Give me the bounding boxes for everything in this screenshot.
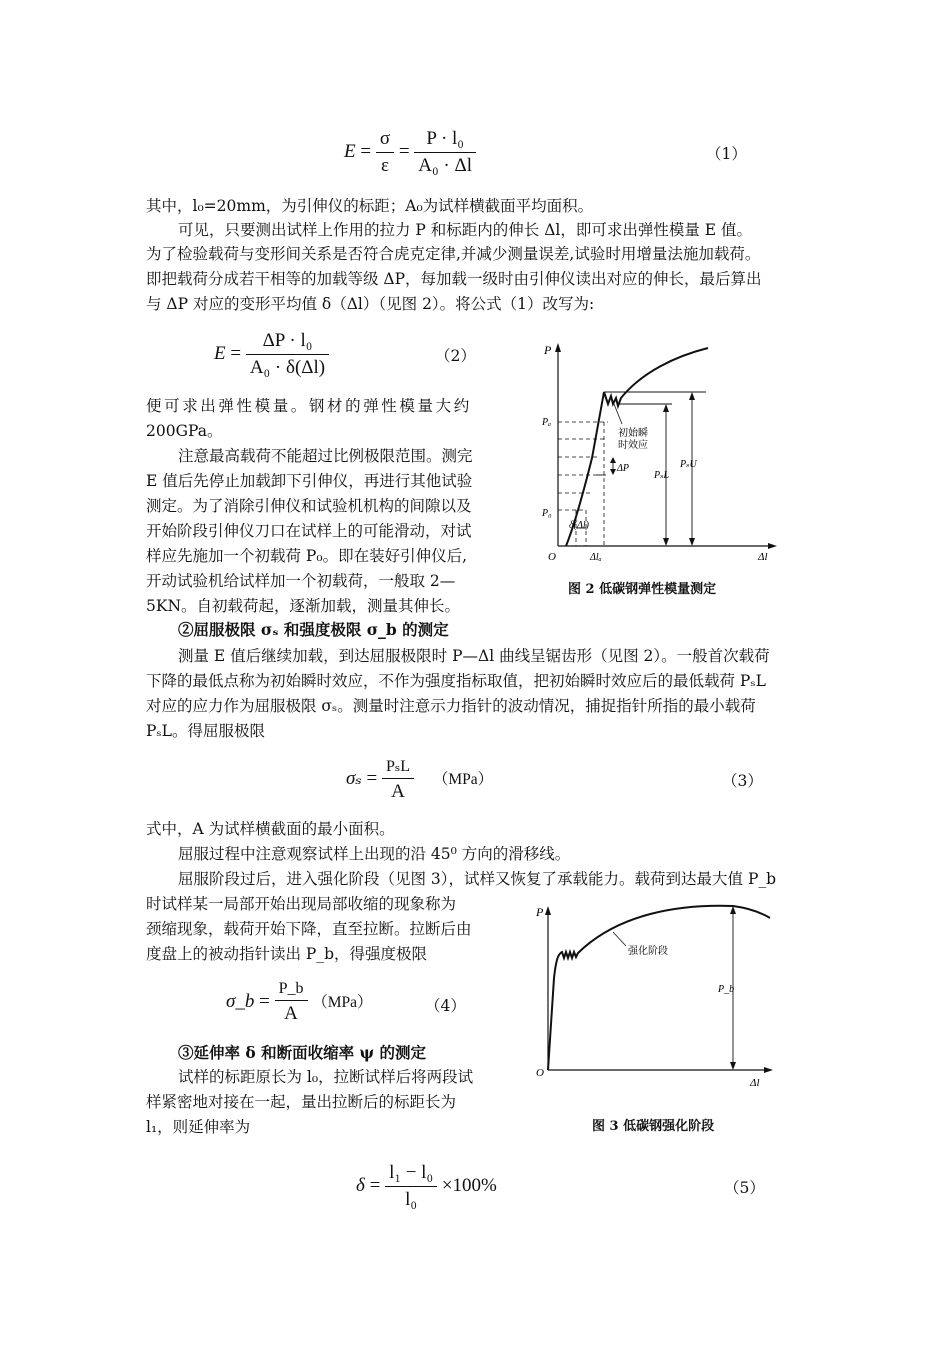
eq3-den: A	[391, 781, 405, 802]
paragraph-2-line-1: 可见，只要测出试样上作用的拉力 P 和标距内的伸长 Δl，即可求出弹性模量 E 值。	[178, 221, 753, 239]
equation-5-number: （5）	[724, 1179, 765, 1197]
fig2-note-line-1: 初始瞬	[618, 428, 648, 439]
eq5-tail: ×100%	[441, 1174, 497, 1196]
section-heading-3: ③延伸率 δ 和断面收缩率 ψ 的测定	[178, 1043, 427, 1062]
paragraph-9-line-2: 样紧密地对接在一起，量出拉断后的标距长为	[146, 1093, 457, 1111]
fig2-label-P0: P₀	[542, 508, 552, 519]
paragraph-2-line-2: 为了检验载荷与变形间关系是否符合虎克定律,并减少测量误差,试验时用增量法施加载荷。	[146, 245, 761, 263]
fig3-y-arrow	[545, 906, 551, 915]
eq1-frac2-num: P · l₀	[414, 128, 476, 153]
eq5-frac	[385, 1162, 437, 1211]
fig3-curve	[548, 906, 770, 1070]
paragraph-8-line-4: 度盘上的被动指针读出 P_b，得强度极限	[146, 945, 428, 963]
fig3-note: 强化阶段	[628, 946, 668, 957]
paragraph-4-line-3: 测定。为了消除引伸仪和试验机机构的间隙以及	[146, 497, 472, 515]
eq4-frac	[275, 980, 308, 1025]
eq4-num: P_b	[275, 980, 308, 1001]
paragraph-6: 式中，A 为试样横截面的最小面积。	[146, 820, 395, 838]
equation-2: E = $\frac{\text{ΔP · l₀}}{\text{A₀ · δ(Δl)}}$	[214, 330, 329, 379]
eq1-lhs: E	[344, 140, 356, 162]
equation-1: E = $\frac{\sigma}{\varepsilon}$ = $\frac{\text{P · l₀}}{\text{A₀ · Δl}}$	[344, 128, 476, 177]
figure-3-caption: 图 3 低碳钢强化阶段	[592, 1119, 715, 1134]
paragraph-4-line-1: 注意最高载荷不能超过比例极限范围。测完	[178, 447, 473, 465]
fig3-label-Pb: P_b	[718, 984, 735, 995]
eq2-num: ΔP · l₀	[246, 330, 329, 355]
fig3-note-leader	[613, 932, 626, 946]
paragraph-9-line-1: 试样的标距原长为 l₀，拉断试样后将两段试	[178, 1068, 474, 1086]
paragraph-2-line-4: 与 ΔP 对应的变形平均值 δ（Δl）（见图 2）。将公式（1）改写为:	[146, 295, 595, 313]
equation-4-number: （4）	[425, 997, 466, 1015]
eq5-num: l₁ − l₀	[385, 1162, 437, 1187]
eq4-den: A	[284, 1003, 298, 1024]
paragraph-1: 其中，l₀=20mm，为引伸仪的标距；A₀为试样横截面平均面积。	[146, 197, 594, 215]
paragraph-7: 屈服过程中注意观察试样上出现的沿 45⁰ 方向的滑移线。	[178, 845, 571, 863]
figure-3-chart	[528, 900, 790, 1090]
paragraph-3-line-1: 便可求出弹性模量。钢材的弹性模量大约	[146, 397, 472, 415]
paragraph-4-line-4: 开始阶段引伸仪刀口在试样上的可能滑动，对试	[146, 522, 472, 540]
fig2-label-dla: Δlₐ	[590, 552, 602, 563]
figure-2-caption: 图 2 低碳钢弹性模量测定	[568, 582, 717, 597]
paragraph-4-line-7: 5KN。自初载荷起，逐渐加载，测量其伸长。	[146, 597, 461, 615]
eq2-den: A₀ · δ(Δl)	[249, 357, 326, 378]
paragraph-5-line-3: 对应的应力作为屈服极限 σₛ。测量时注意示力指针的波动情况，捕捉指针所指的最小载荷	[146, 697, 756, 715]
paragraph-4-line-5: 样应先施加一个初载荷 P₀。即在装好引伸仪后,	[146, 547, 467, 565]
fig2-label-delta: δ(Δl)	[569, 520, 589, 531]
fig2-note-line-2: 时效应	[618, 440, 648, 451]
eq1-frac1-den: ε	[380, 155, 389, 176]
fig2-label-dl: Δl	[758, 551, 768, 563]
eq1-frac1	[376, 128, 394, 177]
paragraph-2-line-3: 即把载荷分成若干相等的加载等级 ΔP，每加载一级时由引伸仪读出对应的伸长，最后算出	[146, 270, 762, 288]
fig3-label-dl: Δl	[750, 1077, 760, 1089]
figure-2-chart	[520, 338, 790, 568]
equation-1-number: （1）	[706, 145, 747, 163]
fig2-label-dP: ΔP	[617, 463, 629, 474]
fig2-dashed-levels	[558, 422, 608, 510]
fig3-label-P: P	[536, 905, 544, 919]
paragraph-8-line-2: 时试样某一局部开始出现局部收缩的现象称为	[146, 895, 457, 913]
paragraph-8-line-1: 屈服阶段过后，进入强化阶段（见图 3），试样又恢复了承载能力。载荷到达最大值 P_b	[178, 870, 777, 888]
fig2-y-arrow	[555, 343, 561, 352]
equation-3: σₛ = $\frac{\text{PₛL}}{A}$ （MPa）	[346, 758, 494, 802]
paragraph-4-line-2: E 值后先停止加载卸下引伸仪，再进行其他试验	[146, 472, 473, 490]
eq4-unit: （MPa）	[312, 993, 373, 1011]
fig3-label-O: O	[536, 1067, 544, 1079]
eq2-lhs: E	[214, 342, 226, 364]
paragraph-9-line-3: l₁，则延伸率为	[146, 1118, 251, 1136]
fig2-label-PsU: PₛU	[680, 459, 697, 470]
eq3-num: PₛL	[382, 756, 414, 779]
eq1-frac2-den: A₀ · Δl	[418, 155, 472, 176]
equation-2-number: （2）	[435, 347, 476, 365]
fig2-label-O: O	[548, 551, 556, 563]
eq5-lhs: δ	[356, 1174, 365, 1196]
equation-4: σ_b = $\frac{P\_b}{A}$ （MPa）	[226, 980, 373, 1024]
paragraph-4-line-6: 开动试验机给试样加一个初载荷，一般取 2—	[146, 572, 456, 590]
fig2-label-PsL: PₛL	[654, 470, 670, 481]
eq3-unit: （MPa）	[432, 770, 494, 788]
paragraph-5-line-1: 测量 E 值后继续加载，到达屈服极限时 P—Δl 曲线呈锯齿形（见图 2）。一般首次载荷	[178, 647, 770, 665]
eq1-frac1-num: σ	[376, 128, 394, 153]
section-heading-2: ②屈服极限 σₛ 和强度极限 σ_b 的测定	[178, 620, 449, 639]
eq1-frac2	[414, 128, 476, 177]
equation-5: δ = $\frac{\text{l₁ − l₀}}{\text{l₀}}$ ×100%	[356, 1162, 497, 1210]
fig3-x-arrow	[764, 1067, 773, 1073]
fig2-label-P: P	[544, 343, 552, 357]
fig2-label-Pa: Pₐ	[542, 417, 552, 428]
paragraph-5-line-2: 下降的最低点称为初始瞬时效应，不作为强度指标取值，把初始瞬时效应后的最低载荷 PₛL	[146, 672, 766, 690]
paragraph-5-line-4: PₛL。得屈服极限	[146, 722, 265, 740]
eq3-lhs: σₛ	[346, 767, 362, 789]
paragraph-3-line-2: 200GPa。	[146, 422, 223, 440]
eq4-lhs: σ_b	[226, 990, 255, 1012]
fig2-x-arrow	[768, 543, 777, 549]
eq5-den: l₀	[405, 1189, 418, 1210]
paragraph-8-line-3: 颈缩现象，载荷开始下降，直至拉断。拉断后由	[146, 920, 472, 938]
eq2-frac	[246, 330, 329, 379]
equation-3-number: （3）	[722, 772, 763, 790]
eq3-frac	[382, 756, 414, 803]
